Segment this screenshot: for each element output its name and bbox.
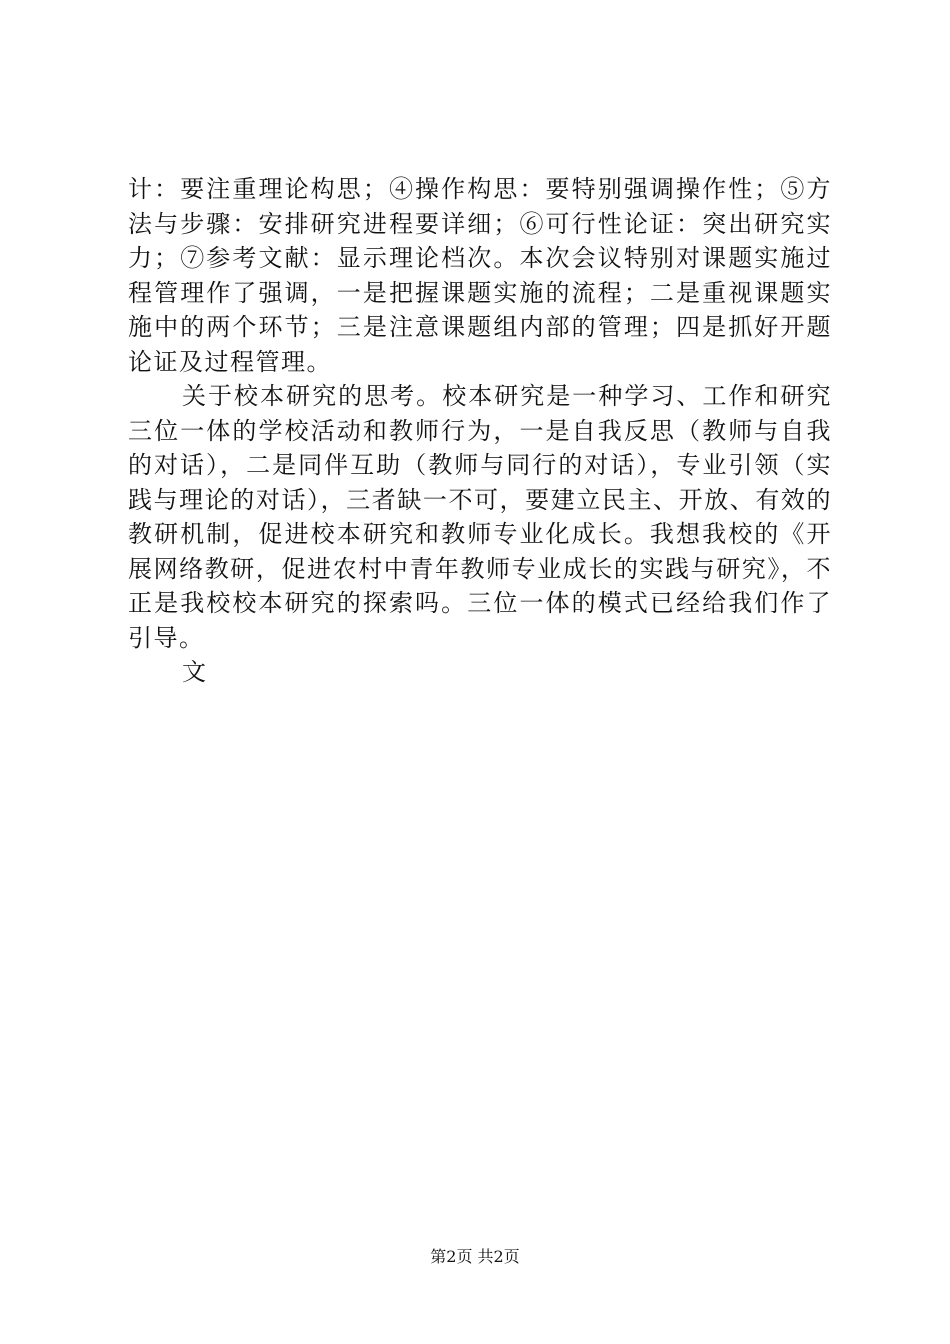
paragraph-fragment: 文 [182,658,208,686]
document-body [128,172,832,690]
paragraph-continuation: 计：要注重理论构思；④操作构思：要特别强调操作性；⑤方法与步骤：安排研究进程要详细；⑥可行性论证：突出研究实力；⑦参考文献：显示理论档次。本次会议特别对课题实施过程管理作了强调，一是把握课题实施的流程；二是重视课题实施中的两个环节；三是注意课题组内部的管理；四是抓好开题论证及过程管理。 [128,175,832,376]
page-footer: 第2页 共2页 [430,1247,520,1266]
paragraph-school-research: 关于校本研究的思考。校本研究是一种学习、工作和研究三位一体的学校活动和教师行为，一是自我反思（教师与自我的对话），二是同伴互助（教师与同行的对话），专业引领（实践与理论的对话），三者缺一不可，要建立民主、开放、有效的教研机制，促进校本研究和教师专业化成长。我想我校的《开展网络教研，促进农村中青年教师专业成长的实践与研究》，不正是我校校本研究的探索吗。三位一体的模式已经给我们作了引导。 [128,382,832,652]
